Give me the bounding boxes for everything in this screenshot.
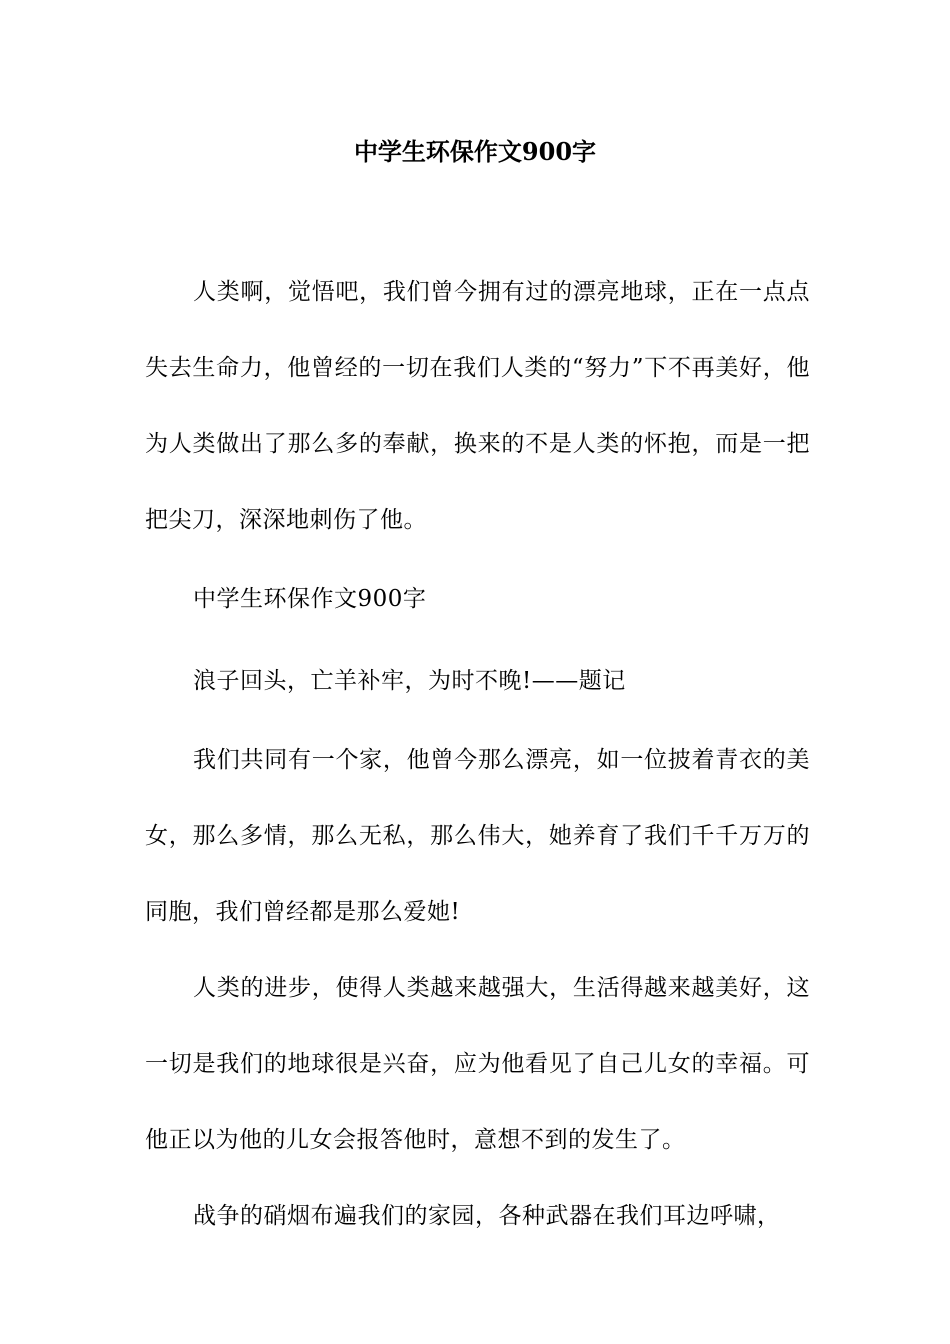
paragraph-4: 我们共同有一个家，他曾今那么漂亮，如一位披着青衣的美女，那么多情，那么无私，那么伟大，她养育了我们千千万万的同胞，我们曾经都是那么爱她! bbox=[145, 747, 810, 925]
paragraph-6: 战争的硝烟布遍我们的家园，各种武器在我们耳边呼啸， bbox=[193, 1203, 781, 1229]
document-body bbox=[145, 254, 810, 1254]
paragraph-1: 人类啊，觉悟吧，我们曾今拥有过的漂亮地球，正在一点点失去生命力，他曾经的一切在我们人类的“努力”下不再美好，他为人类做出了那么多的奉献，换来的不是人类的怀抱，而是一把把尖刀，深深地刺伤了他。 bbox=[145, 279, 810, 533]
paragraph-5: 人类的进步，使得人类越来越强大，生活得越来越美好，这一切是我们的地球很是兴奋，应为他看见了自己儿女的幸福。可他正以为他的儿女会报答他时，意想不到的发生了。 bbox=[145, 975, 810, 1153]
document-title: 中学生环保作文900字 bbox=[353, 137, 597, 166]
paragraph-2: 中学生环保作文900字 bbox=[193, 586, 427, 612]
paragraph-3: 浪子回头，亡羊补牢，为时不晚!——题记 bbox=[193, 668, 626, 694]
